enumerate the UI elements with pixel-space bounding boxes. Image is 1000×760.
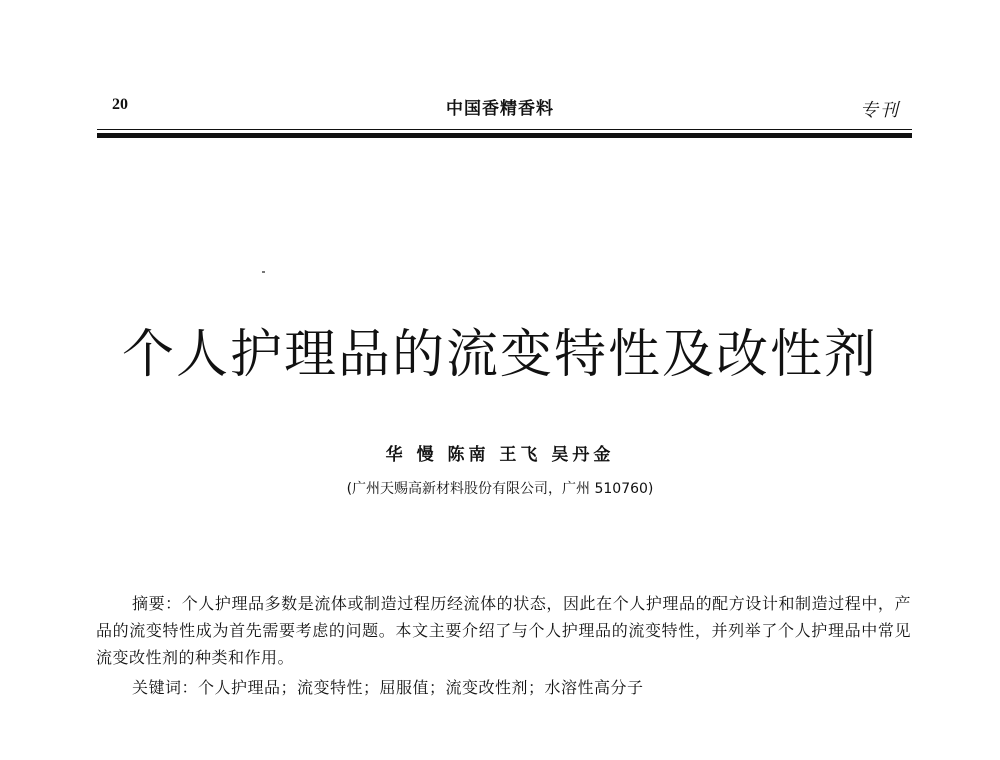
article-title: 个人护理品的流变特性及改性剂 (121, 324, 878, 385)
page-number: 20 (112, 96, 128, 113)
journal-name: 中国香精香料 (446, 99, 554, 119)
issue-label: 专刊 (860, 100, 900, 121)
header-rule-thin (97, 129, 912, 130)
author-list: 华 慢 陈南 王飞 吴丹金 (385, 445, 615, 465)
author-affiliation: (广州天赐高新材料股份有限公司，广州 510760) (346, 481, 654, 497)
abstract: 摘要：个人护理品多数是流体或制造过程历经流体的状态，因此在个人护理品的配方设计和制造过程中，产品的流变特性成为首先需要考虑的问题。本文主要介绍了与个人护理品的流变特性，并列举了个人护理品中常见流变改性剂的种类和作用。 (96, 594, 911, 667)
scan-speck (262, 271, 265, 273)
keywords: 关键词：个人护理品；流变特性；屈服值；流变改性剂；水溶性高分子 (132, 678, 644, 697)
header-rule-thick (97, 133, 912, 138)
